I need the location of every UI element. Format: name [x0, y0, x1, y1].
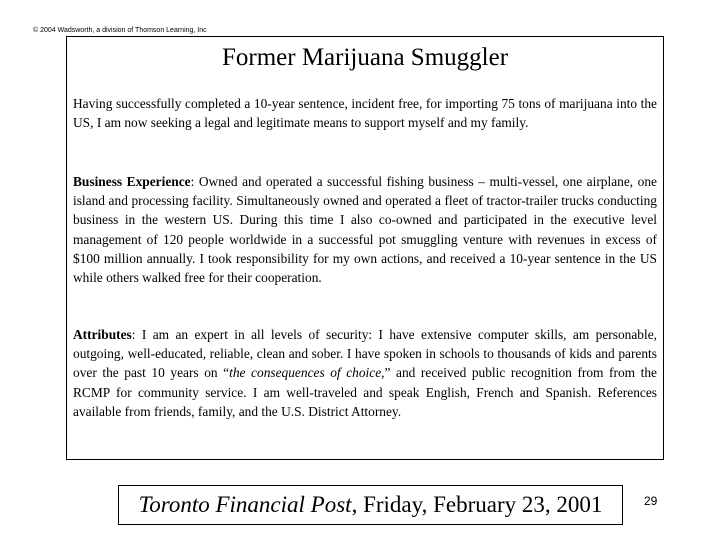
citation-source: Toronto Financial Post: [138, 492, 352, 517]
attributes-label: Attributes: [73, 327, 132, 342]
attributes-text-end: ,” and received public recognition from from the RCMP for community service. I am well-traveled and speak English, French and Spanish. References available from friends, family, and the U.S. District Attorney.: [73, 365, 657, 419]
slide-number: 29: [644, 494, 658, 508]
ad-headline: Former Marijuana Smuggler: [221, 44, 509, 71]
citation-date: , Friday, February 23, 2001: [351, 492, 603, 517]
attributes-text-start: : I am an expert in all levels of security: I have extensive computer skills, am personable, outgoing, well-educated, reliable, clean and sober. I have spoken in schools to thousands of kids and parents over the past 10 years on “: [73, 327, 657, 381]
experience-text: : Owned and operated a successful fishing business – multi-vessel, one airplane, one island and processing facility. Simultaneously owned and operated a fleet of tractor-trailer trucks conducting business in the western US. During this time I also co-owned and participated in the executive level management of 120 people worldwide in a successful pot smuggling venture with revenues in excess of $100 million annually. I took responsibility for my own actions, and received a 10-year sentence in the US while others walked free for their cooperation.: [73, 174, 657, 286]
experience-paragraph: [73, 172, 657, 287]
attributes-paragraph: [73, 325, 657, 421]
copyright-notice: © 2004 Wadsworth, a division of Thomson Learning, Inc: [33, 27, 207, 34]
classified-ad: [66, 36, 664, 460]
source-citation: [118, 485, 623, 525]
experience-label: Business Experience: [73, 174, 191, 189]
attributes-emphasis: the consequences of choice: [229, 365, 382, 381]
intro-paragraph: Having successfully completed a 10-year sentence, incident free, for importing 75 tons of marijuana into the US, I am now seeking a legal and legitimate means to support myself and my family.: [73, 96, 657, 131]
